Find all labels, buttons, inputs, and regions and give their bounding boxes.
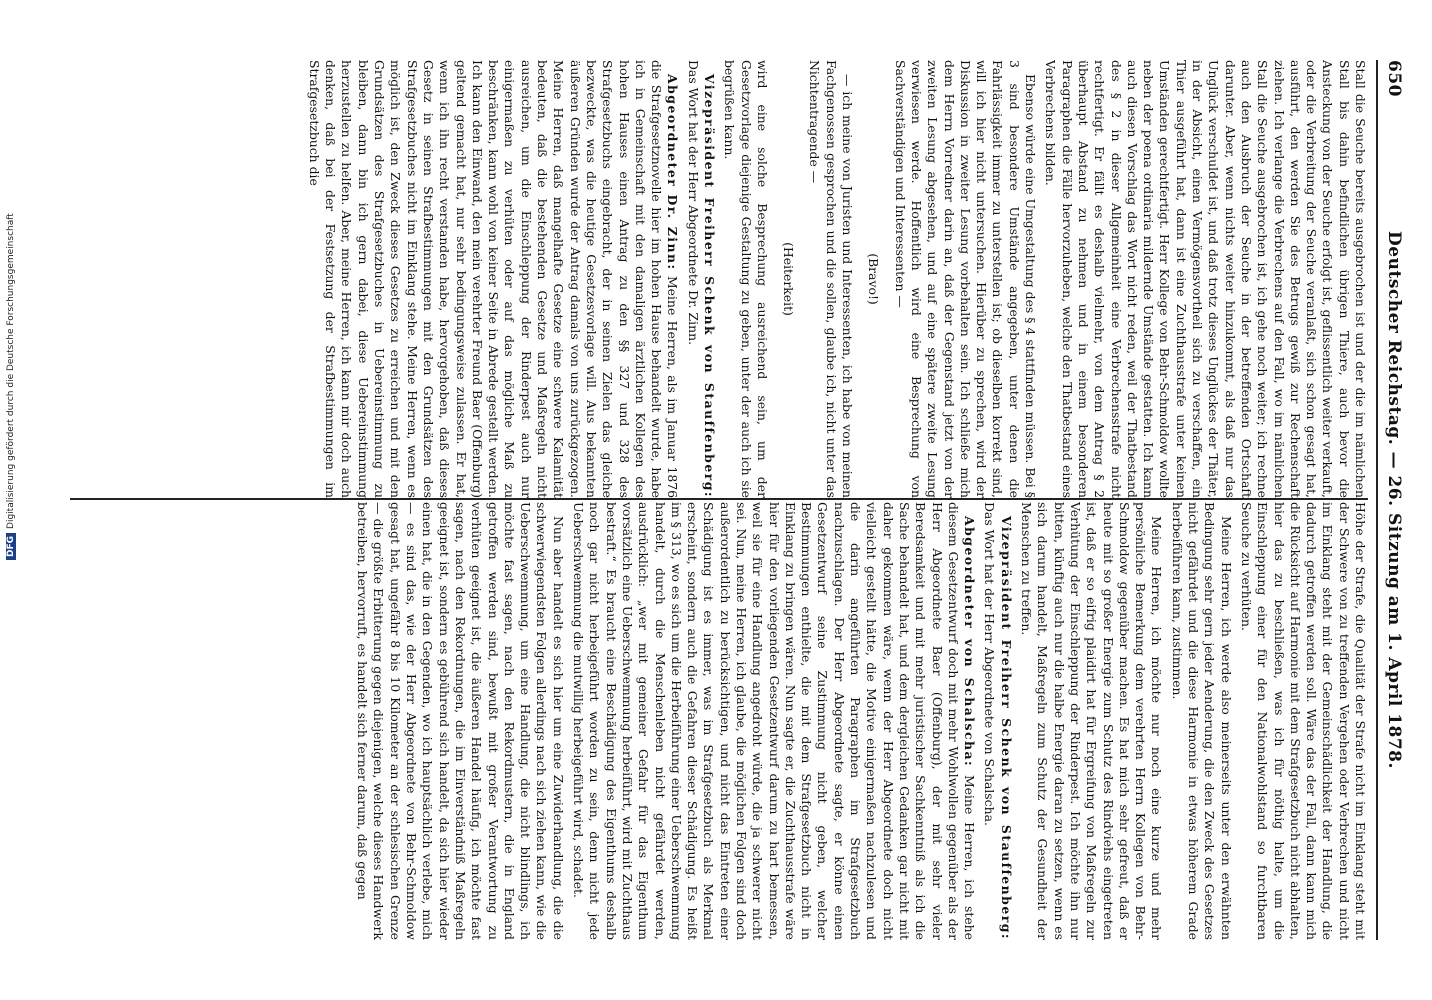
footer-text: Digitalisierung gefördert durch die Deutsche Forschungsgemeinschaft bbox=[6, 213, 16, 529]
page-header bbox=[1380, 60, 1404, 940]
speech-text: Das Wort hat der Herr Abgeordnete Dr. Zinn. bbox=[685, 60, 701, 346]
header-rule bbox=[1376, 60, 1378, 940]
paragraph: wird eine solche Besprechung ausreichend sein, um der Gesetzvorlage diejenige Gestaltung zu geben, unter der auch ich sie begrüßen kann. bbox=[722, 60, 770, 498]
page-number: 650 bbox=[1384, 60, 1404, 97]
dfg-logo: DFG bbox=[6, 533, 16, 560]
paragraph: Stall die Seuche bereits ausgebrochen ist und der die im nämlichen Stall bis dahin befindlichen übrigen Thiere, auch bevor die Ansteckung von der Seuche erfolgt ist, geflissentlich weiter verkauft, oder die Verbreitung der Seuche veranlaßt, sich schon gesagt hat, ausführt, den werden Sie des Betrugs gewiß zur Rechenschaft ziehen. Ich verlange die Verbrechens auf den Fall, wo im nämlichen Stall die Seuche ausgebrochen ist, ich gehe noch weiter; ich rechne auch den Ausbruch der Seuche in der betreffenden Ortschaft darunter. Aber, wenn nichts weiter hinzukommt, als daß nur das Unglück verschuldet ist, und daß trotz dieses Unglückes der Thäter, in der Absicht, einen Vermögensvortheil sich zu verschaffen, ein Thier ausgeführt hat, dann ist eine Zuchthausstrafe unter keinen Umständen gerechtfertigt. Herr Kollege von Behr-Schmoldow wollte neben der poena ordinaria mildernde Umstände gestatten. Ich kann auch diesen Vorschlag das Wort nicht reden, weil der Thatbestand des § 2 in dieser Allgemeinheit eine Verbrechensstrafe nicht rechtfertigt. Er fällt es deshalb vielmehr, von dem Antrag § 2 überhaupt Abstand zu nehmen und in einem besonderen Paragraphen die Fälle hervorzuheben, welche den Thatbestand eines Verbrechens bilden. bbox=[1043, 60, 1368, 498]
paragraph: Höhe der Strafe, die Qualität der Strafe nicht im Einklang steht mit der Schwere von zu treffenden Vergehen oder Verbrechen und nicht im Einklang steht mit der Gemeinschädlichkeit der Handlung, die dadurch getroffen werden soll. Wäre das der Fall, dann kann mich die Rücksicht auf Harmonie mit dem Strafgesetzbuch nicht abhalten, hier das zu beschließen, was ich für nöthig halte, um die Einschleppung einer für den Nationalwohlstand so furchtbaren Seuche zu verhüten. bbox=[1238, 502, 1368, 940]
interjection: (Heiterkeit) bbox=[781, 242, 797, 316]
column-divider bbox=[70, 498, 1368, 500]
speaker-name: Vizepräsident Freiherr Schenk von Stauffenberg: bbox=[702, 74, 718, 498]
paragraph: — ich meine von Juristen und Interessenten, ich habe von meinen Fachgenossen gesprochen und die sollen, glaube ich, nicht unter das Nichtentragende — bbox=[807, 60, 856, 498]
interjection: (Bravo!) bbox=[866, 253, 882, 305]
speaker-paragraph bbox=[306, 60, 681, 498]
paragraph: Meine Herren, ich werde also meinerseits unter den erwähnten Bedingung sehr gern jeder Aenderung, die den Zweck des Gesetzes nicht gefährdet und die diese Harmonie in etwas höherem Grade herbeiführen kann, zustimmen. bbox=[1169, 502, 1234, 940]
speaker-paragraph bbox=[570, 502, 977, 940]
paragraph: Nun aber handelt es sich hier um eine Zuwiderhandlung, die die schwerwiegendsten Folgen allerdings nach sich ziehen kann, wie die Ueberschwemmung, um eine Handlung, die nicht blindlings, ich möchte fast sagen, nach den Rekordmustern, die in England getroffen werden sind, bewußt mit großer Verantwortung zu verhüten geeignet ist, die äußeren Handel häufig, ich möchte fast sagen, nach den Rekordnungen, die im Einverständniß Maßregeln geeignet ist, sondern es gebührend sich handelt, da sich hier wieder einen hat, die in den Gegenden, wo ich hauptsächlich verlebe, mich — es sind das, wie der Herr Abgeordnete von Behr-Schmoldow gesagt hat, ungefähr 8 bis 10 Kilometer an der schlesischen Grenze — die größte Erbitterung gegen diejenigen, welche dieses Handwerk betreiben, hervorruft, es handelt sich ferner darum, daß gegen bbox=[355, 502, 566, 940]
speaker-paragraph bbox=[981, 502, 1014, 940]
speaker-name: Vizepräsident Freiherr Schenk von Stauffenberg: bbox=[998, 516, 1014, 940]
speech-text: Meine Herren, ich stehe diesem Gesetzentwurf doch mit mehr Wohlwollen gegenüber als der Herr Abgeordnete Baer (Offenburg), der mit sehr vieler Beredsamkeit und mit mehr juristischer Sachkenntniß als ich die Sache behandelt hat, und dem dergleichen Gedanken gar nicht mit daher gekommen wäre, wenn der Herr Abgeordnete doch nicht vielleicht gestellt hätte, die Motive einigermaßen nachzulesen und die darin angeführten Paragraphen im Strafgesetzbuch nachzuschlagen. Der Herr Abgeordnete sagte, er könne einen Gesetzentwurf seine Zustimmung nicht geben, welcher Bestimmungen enthielte, die mit dem Strafgesetzbuch nicht in Einklang zu bringen wären. Nun sagte er, die Zuchthausstrafe wäre hier für den vorliegenden Gesetzentwurf darum zu hart bemessen, weil sie für eine Handlung angedroht würde, die ja schwerer nicht sei. Nun, meine Herren, ich glaube, die möglichen Folgen sind doch außerordentlich zu berücksichtigen, und nicht das Eintreten einer Schädigung ist es immer, was im Strafgesetzbuch als Merkmal erscheint, sondern auch die Gefahren dieser Schädigung. Es heißt im § 313, wo es sich um die Herbeiführung einer Ueberschwemmung handelt, durch die Menschenleben nicht gefährdet werden, ausdrücklich: „wer mit gemeiner Gefahr für das Eigenthum vorsätzlich eine Ueberschwemmung herbeiführt, wird mit Zuchthaus bestraft.“ Es braucht eine Beschädigung des Eigenthums deshalb noch gar nicht herbeigeführt worden zu sein, denn nicht jede Ueberschwemmung die mutwillig herbeigeführt wird, schadet. bbox=[571, 502, 978, 940]
speech-text: Das Wort hat der Herr Abgeordnete von Schalscha. bbox=[982, 502, 998, 826]
speech-text: Meine Herren, als im Januar 1876 die Strafgesetznovelle hier im hohen Hause behandelt wurde, habe ich in Gemeinschaft mit den damaligen ärztlichen Kollegen des hohen Hauses einen Antrag zu den §§ 327 und 328 des Strafgesetzbuchs eingebracht, der in seinen Zielen das gleiche bezweckte, was die heutige Gesetzesvorlage will. Aus bekannten äußeren Gründen wurde der Antrag damals von uns zurückgezogen. Meine Herren, daß mangelhafte Gesetze eine schwere Kalamität bedeuten, daß die bestehenden Gesetze und Maßregeln nicht ausreichen, um die Einschleppung der Rinderpest auch nur einigermaßen zu verhüten oder auf das mögliche Maß zu beschränken, kann wohl von keiner Seite in Abrede gestellt werden. Ich kann den Einwand, den mein verehrter Freund Baer (Offenburg) geltend gemacht hat, nur sehr bedingungsweise zulassen. Er hat, wenn ich ihn recht verstanden habe, hervorgehoben, daß dieses Gesetz in seinen Strafbestimmungen mit den Grundsätzen des Strafgesetzbuches nicht im Einklang stehe. Meine Herren, wenn es möglich ist, den Zweck dieses Gesetzes zu erreichen und mit den Grundsätzen des Strafgesetzbuches in Uebereinstimmung zu bleiben, dann bin ich gern dabei, diese Uebereinstimmung herzustellen zu helfen. Aber, meine Herren, ich kann mir doch auch denken, daß bei der Festsetzung der Strafbestimmungen im Strafgesetzbuch die bbox=[306, 60, 681, 498]
speaker-paragraph bbox=[684, 60, 717, 498]
paragraph: Meine Herren, ich möchte nur noch eine kurze und mehr persönliche Bemerkung dem verehrten Herrn Kollegen von Behr-Schmoldow gegenüber machen. Es hat mich sehr gefreut, daß er heute mit so großer Energie zum Schutz des Rindviehs eingetreten ist, daß er so eifrig plaidirt hat für Ergreifung von Maßregeln zur Verhütung der Einschleppung der Rinderpest. Ich möchte ihn nur bitten, künftig auch nur die halbe Energie daran zu setzen, wenn es sich darum handelt, Maßregeln zum Schutz der Gesundheit der Menschen zu treffen. bbox=[1019, 502, 1165, 940]
left-text-column bbox=[70, 60, 1368, 498]
digitization-footer bbox=[6, 120, 16, 560]
speaker-name: Abgeordneter von Schalscha: bbox=[962, 516, 978, 768]
right-text-column bbox=[70, 502, 1368, 940]
running-title: Deutscher Reichstag. — 26. Sitzung am 1. April 1878. bbox=[1384, 231, 1404, 769]
paragraph: Ebenso würde eine Umgestaltung des § 4 stattfinden müssen. Bei § 3 sind besondere Umstände angegeben, unter denen die Fahrlässigkeit immer zu unterstellen ist; ob dieselben korrekt sind, will ich hier nicht untersuchen. Hierüber zu sprechen, wird der Diskussion in zweiter Lesung vorbehalten sein. Ich schließe mich dem Herrn Vorredner darin an, daß der Gegenstand jetzt von der zweiten Lesung abgesehen, und auf eine spätere zweite Lesung verwiesen werde. Hoffentlich wird eine Besprechung von Sachverständigen und Interessenten — bbox=[892, 60, 1039, 498]
speaker-name: Abgeordneter Dr. Zinn: bbox=[665, 74, 681, 271]
